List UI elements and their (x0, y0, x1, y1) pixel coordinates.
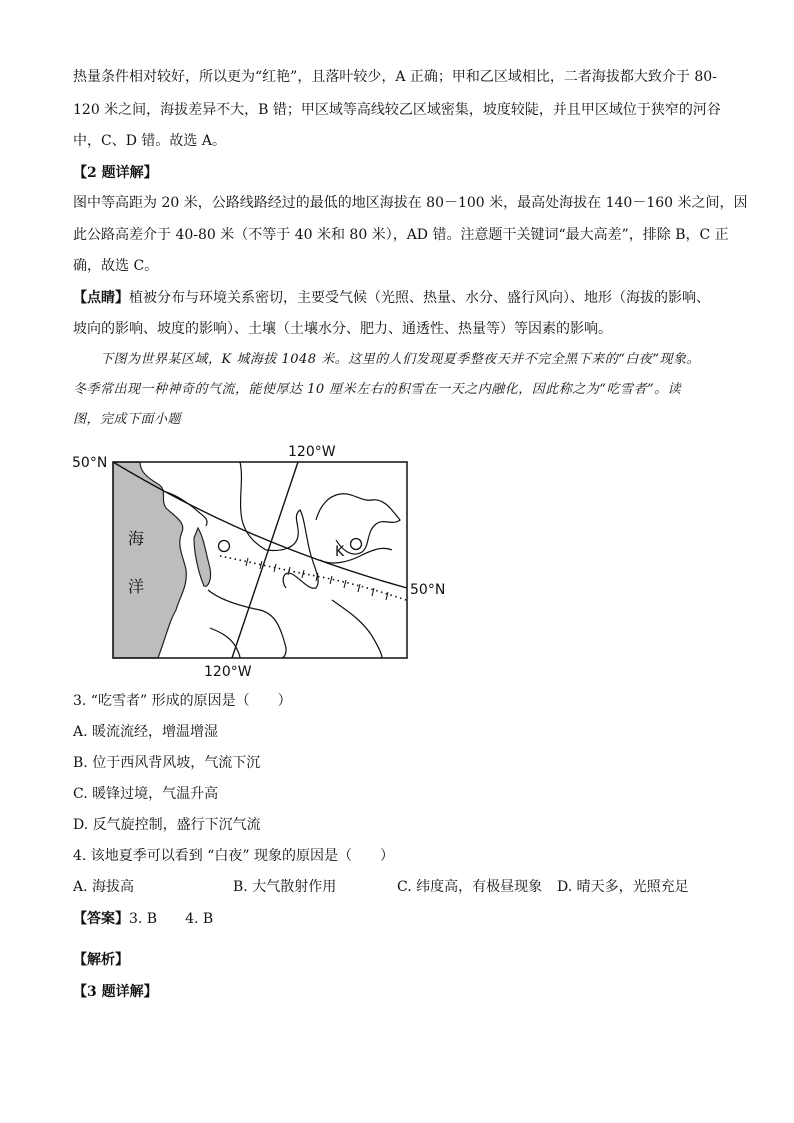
ocean-area (113, 462, 186, 658)
q4-option-a: A. 海拔高 (73, 879, 135, 895)
dianjing-line2: 坡向的影响、坡度的影响）、土壤（土壤水分、肥力、通透性、热量等）等因素的影响。 (73, 321, 612, 337)
contour-east (320, 548, 392, 563)
q3-stem: 3. “吃雪者” 形成的原因是（ ） (73, 693, 292, 709)
dianjing-tag: 【点睛】 (73, 290, 129, 306)
q4-option-c: C. 纬度高，有极昼现象 (397, 879, 543, 895)
ocean-label-2: 洋 (128, 577, 145, 596)
lat-left-label: 50°N (72, 455, 108, 471)
q4-option-d: D. 晴天多，光照充足 (557, 879, 689, 895)
para2-line2: 此公路高差介于 40-80 米（不等于 40 米和 80 米），AD 错。注意题干关键词“最大高差”，排除 B，C 正 (73, 227, 729, 243)
q3-option-b: B. 位于西风背风坡，气流下沉 (73, 755, 261, 771)
lon-bottom-label: 120°W (204, 664, 252, 680)
region-map (70, 440, 450, 680)
railway-ties (246, 558, 388, 600)
para1-line1: 热量条件相对较好，所以更为“红艳”，且落叶较少，A 正确；甲和乙区域相比，二者海拔都大致介于 80- (73, 69, 717, 85)
para2-line1: 图中等高距为 20 米，公路线路经过的最低的地区海拔在 80－100 米，最高处海拔在 140－160 米之间，因 (73, 195, 748, 211)
q3-option-c: C. 暖锋过境，气温升高 (73, 786, 219, 802)
city-k-marker (351, 539, 362, 550)
dianjing-text1: 植被分布与环境关系密切，主要受气候（光照、热量、水分、盛行风向）、地形（海拔的影响、 (129, 290, 710, 306)
analysis-header: 【解析】 (73, 952, 129, 968)
contour-south (332, 600, 382, 658)
contour-bottom (210, 628, 240, 658)
q3-option-a: A. 暖流流经，增温增湿 (73, 724, 219, 740)
answer-text: 3. B 4. B (129, 911, 214, 927)
para2-line3: 确，故选 C。 (73, 258, 159, 274)
para1-line2: 120 米之间，海拔差异不大，B 错；甲区域等高线较乙区域密集，坡度较陡，并且甲区域位于狭窄的河谷 (73, 102, 721, 118)
answer-line (73, 909, 213, 929)
q4-option-b: B. 大气散射作用 (233, 879, 337, 895)
lon-top-label: 120°W (288, 444, 336, 460)
q3-detail-header: 【3 题详解】 (73, 984, 158, 1000)
intro-line2: 冬季常出现一种神奇的气流，能使厚达 10 厘米左右的积雪在一天之内融化，因此称之为“吃雪者”。读 (73, 382, 682, 397)
ocean-label-1: 海 (128, 529, 145, 548)
intro-line1: 下图为世界某区域，K 城海拔 1048 米。这里的人们发现夏季整夜天并不完全黑下来的“白夜”现象。 (100, 352, 700, 367)
river-3 (266, 510, 318, 588)
river-2 (240, 462, 266, 550)
island (194, 528, 211, 586)
q4-stem: 4. 该地夏季可以看到 “白夜” 现象的原因是（ ） (73, 848, 395, 864)
intro-line3: 图，完成下面小题 (73, 412, 182, 427)
q3-option-d: D. 反气旋控制，盛行下沉气流 (73, 817, 261, 833)
dianjing-line1 (73, 288, 710, 308)
para1-line3: 中，C、D 错。故选 A。 (73, 133, 226, 149)
answer-tag: 【答案】 (73, 911, 129, 927)
q2-header: 【2 题详解】 (73, 165, 158, 181)
city-west-marker (219, 541, 230, 552)
meridian-line (232, 462, 298, 658)
river-1 (208, 590, 286, 658)
lat-right-label: 50°N (410, 582, 446, 598)
city-k-label: K (335, 544, 345, 560)
